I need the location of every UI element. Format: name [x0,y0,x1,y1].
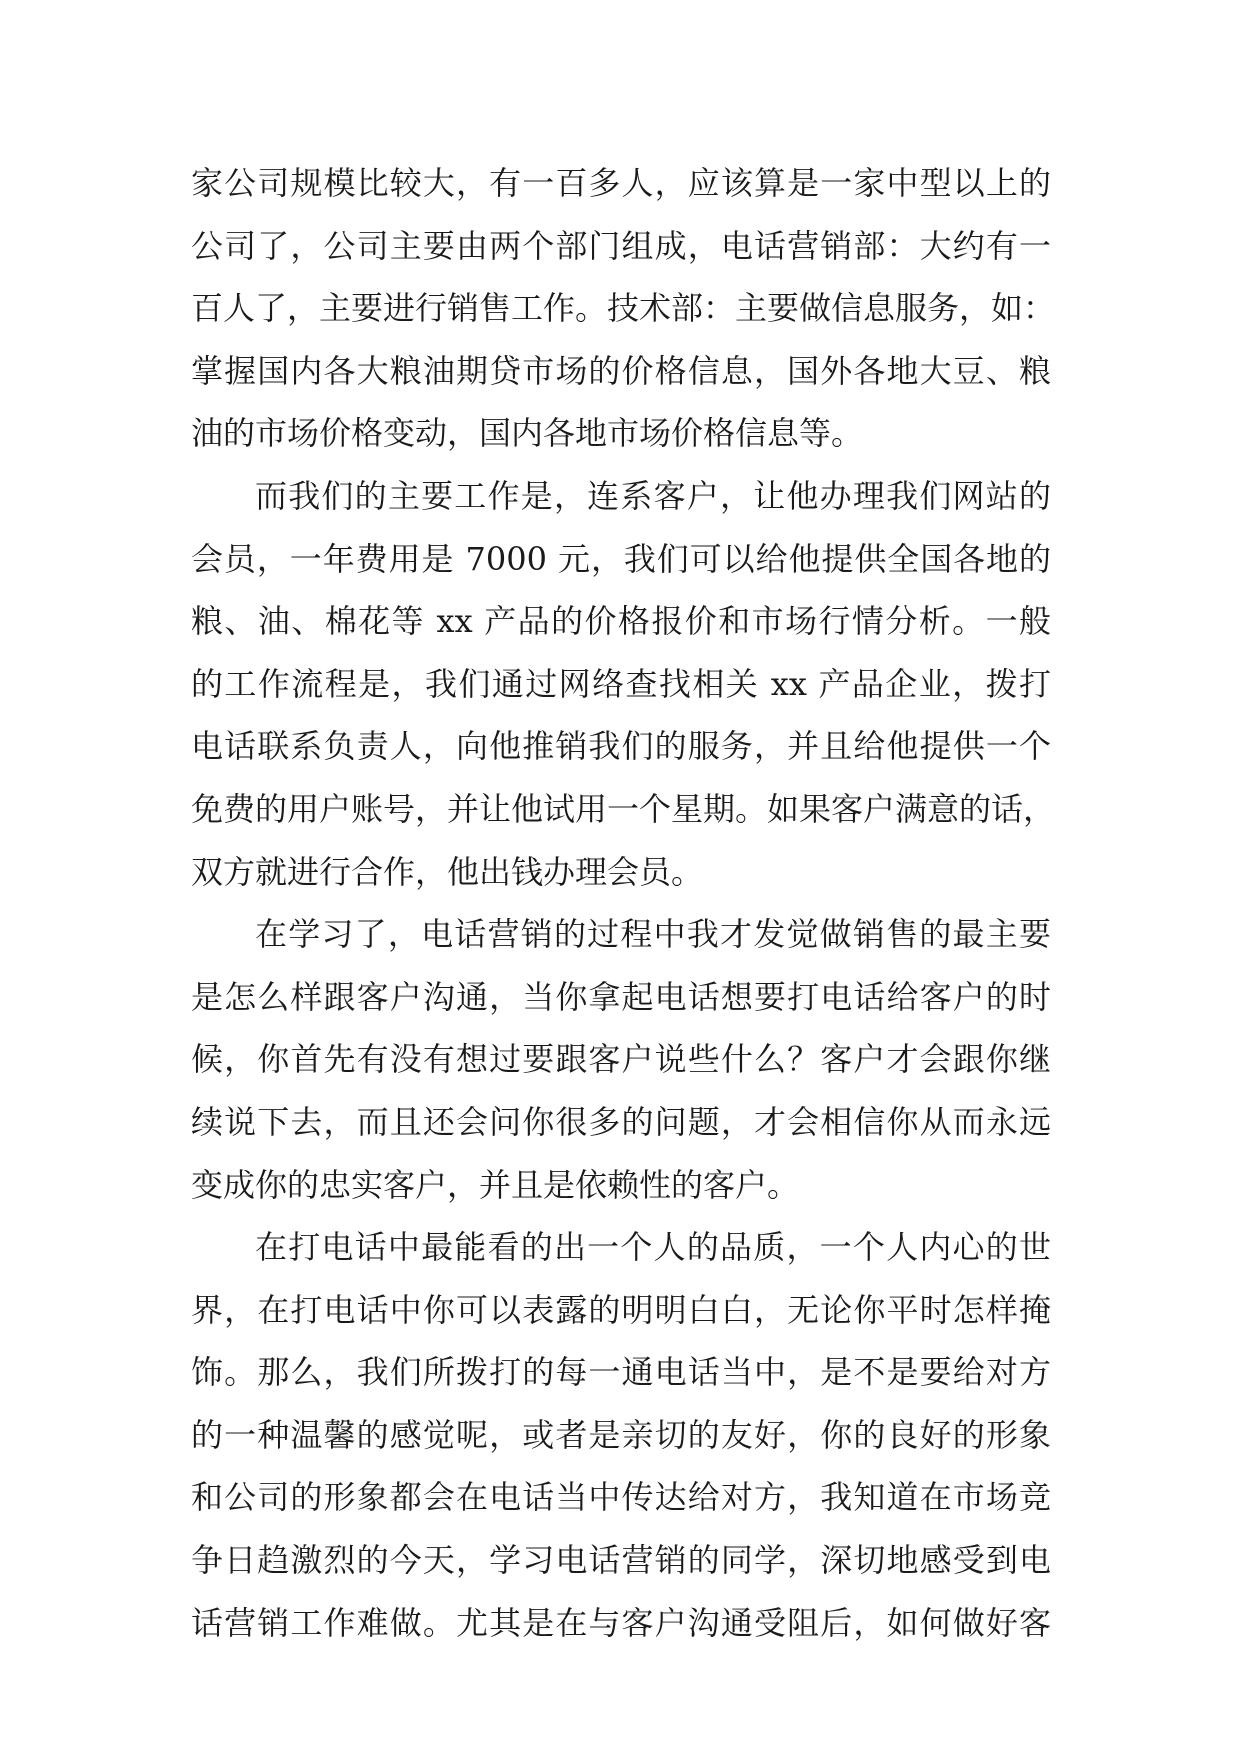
text-line: 饰。那么，我们所拨打的每一通电话当中，是不是要给对方 [191,1353,1051,1392]
text-line: 和公司的形象都会在电话当中传达给对方，我知道在市场竞 [191,1478,1051,1517]
text-line: 在学习了，电话营销的过程中我才发觉做销售的最主要 [255,915,1051,954]
text-line: 界，在打电话中你可以表露的明明白白，无论你平时怎样掩 [191,1290,1051,1329]
text-line: 是怎么样跟客户沟通，当你拿起电话想要打电话给客户的时 [191,977,1051,1016]
text-line: 会员，一年费用是 7000 元，我们可以给他提供全国各地的 [191,539,1051,578]
text-line: 在打电话中最能看的出一个人的品质，一个人内心的世 [255,1228,1051,1267]
text-line: 候，你首先有没有想过要跟客户说些什么？客户才会跟你继 [191,1040,1051,1079]
paragraph [191,1216,1051,1654]
text-line: 争日趋激烈的今天，学习电话营销的同学，深切地感受到电 [191,1541,1051,1580]
document-body [191,152,1056,1654]
text-line: 变成你的忠实客户，并且是依赖性的客户。 [191,1165,800,1204]
paragraph [191,152,1056,465]
text-line: 公司了，公司主要由两个部门组成，电话营销部：大约有一 [191,226,1051,265]
text-line: 百人了，主要进行销售工作。技术部：主要做信息服务，如： [191,289,1056,328]
text-line: 续说下去，而且还会问你很多的问题，才会相信你从而永远 [191,1102,1051,1141]
text-line: 话营销工作难做。尤其是在与客户沟通受阻后，如何做好客 [191,1603,1051,1642]
text-line: 粮、油、棉花等 xx 产品的价格报价和市场行情分析。一般 [191,602,1051,641]
text-line: 而我们的主要工作是，连系客户，让他办理我们网站的 [255,476,1051,515]
text-line: 免费的用户账号，并让他试用一个星期。如果客户满意的话， [191,789,1056,828]
text-line: 家公司规模比较大，有一百多人，应该算是一家中型以上的 [191,164,1051,202]
text-line: 的工作流程是，我们通过网络查找相关 xx 产品企业，拨打 [191,664,1051,703]
paragraph [191,465,1056,903]
paragraph [191,903,1051,1216]
text-line: 掌握国内各大粮油期贷市场的价格信息，国外各地大豆、粮 [191,351,1051,390]
text-line: 电话联系负责人，向他推销我们的服务，并且给他提供一个 [191,727,1051,766]
text-line: 双方就进行合作，他出钱办理会员。 [191,852,704,891]
text-line: 的一种温馨的感觉呢，或者是亲切的友好，你的良好的形象 [191,1415,1051,1454]
text-line: 油的市场价格变动，国内各地市场价格信息等。 [191,414,864,453]
